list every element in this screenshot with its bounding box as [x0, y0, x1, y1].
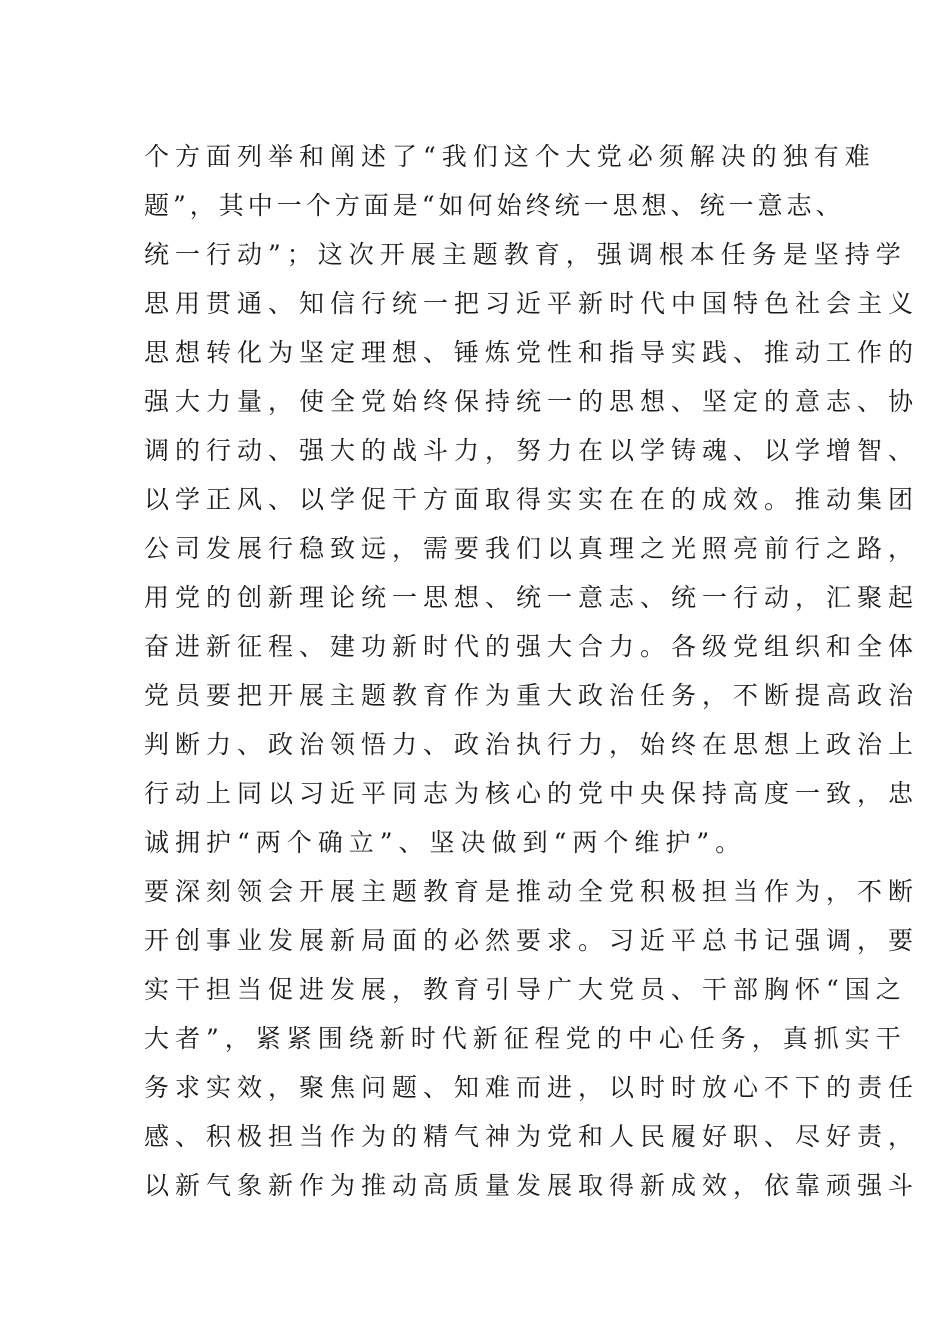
text-line: 强大力量，使全党始终保持统一的思想、坚定的意志、协 [144, 387, 920, 416]
text-line: 个方面列举和阐述了“我们这个大党必须解决的独有难 [144, 142, 876, 171]
text-line: 实干担当促进发展，教育引导广大党员、干部胸怀“国之 [144, 975, 907, 1004]
text-line: 公司发展行稳致远，需要我们以真理之光照亮前行之路， [144, 534, 920, 563]
text-line: 以新气象新作为推动高质量发展取得新成效，依靠顽强斗 [144, 1171, 920, 1200]
text-line: 行动上同以习近平同志为核心的党中央保持高度一致，忠 [144, 779, 920, 808]
text-line: 调的行动、强大的战斗力，努力在以学铸魂、以学增智、 [144, 436, 920, 465]
text-line: 统一行动”；这次开展主题教育，强调根本任务是坚持学 [144, 240, 907, 269]
body-text [144, 132, 920, 1210]
text-line: 开创事业发展新局面的必然要求。习近平总书记强调，要 [144, 926, 920, 955]
text-line: 要深刻领会开展主题教育是推动全党积极担当作为，不断 [144, 877, 920, 906]
text-line: 务求实效，聚焦问题、知难而进，以时时放心不下的责任 [144, 1073, 920, 1102]
text-line: 用党的创新理论统一思想、统一意志、统一行动，汇聚起 [144, 583, 920, 612]
text-line: 以学正风、以学促干方面取得实实在在的成效。推动集团 [144, 485, 920, 514]
text-line: 感、积极担当作为的精气神为党和人民履好职、尽好责， [144, 1122, 920, 1151]
text-line: 大者”，紧紧围绕新时代新征程党的中心任务，真抓实干 [144, 1024, 907, 1053]
text-line: 党员要把开展主题教育作为重大政治任务，不断提高政治 [144, 681, 920, 710]
text-line: 奋进新征程、建功新时代的强大合力。各级党组织和全体 [144, 632, 920, 661]
text-line: 思想转化为坚定理想、锤炼党性和指导实践、推动工作的 [144, 338, 920, 367]
text-line: 诚拥护“两个确立”、坚决做到“两个维护”。 [144, 828, 747, 857]
text-line: 判断力、政治领悟力、政治执行力，始终在思想上政治上 [144, 730, 920, 759]
text-line: 题”，其中一个方面是“如何始终统一思想、统一意志、 [144, 191, 845, 220]
text-line: 思用贯通、知信行统一把习近平新时代中国特色社会主义 [144, 289, 920, 318]
